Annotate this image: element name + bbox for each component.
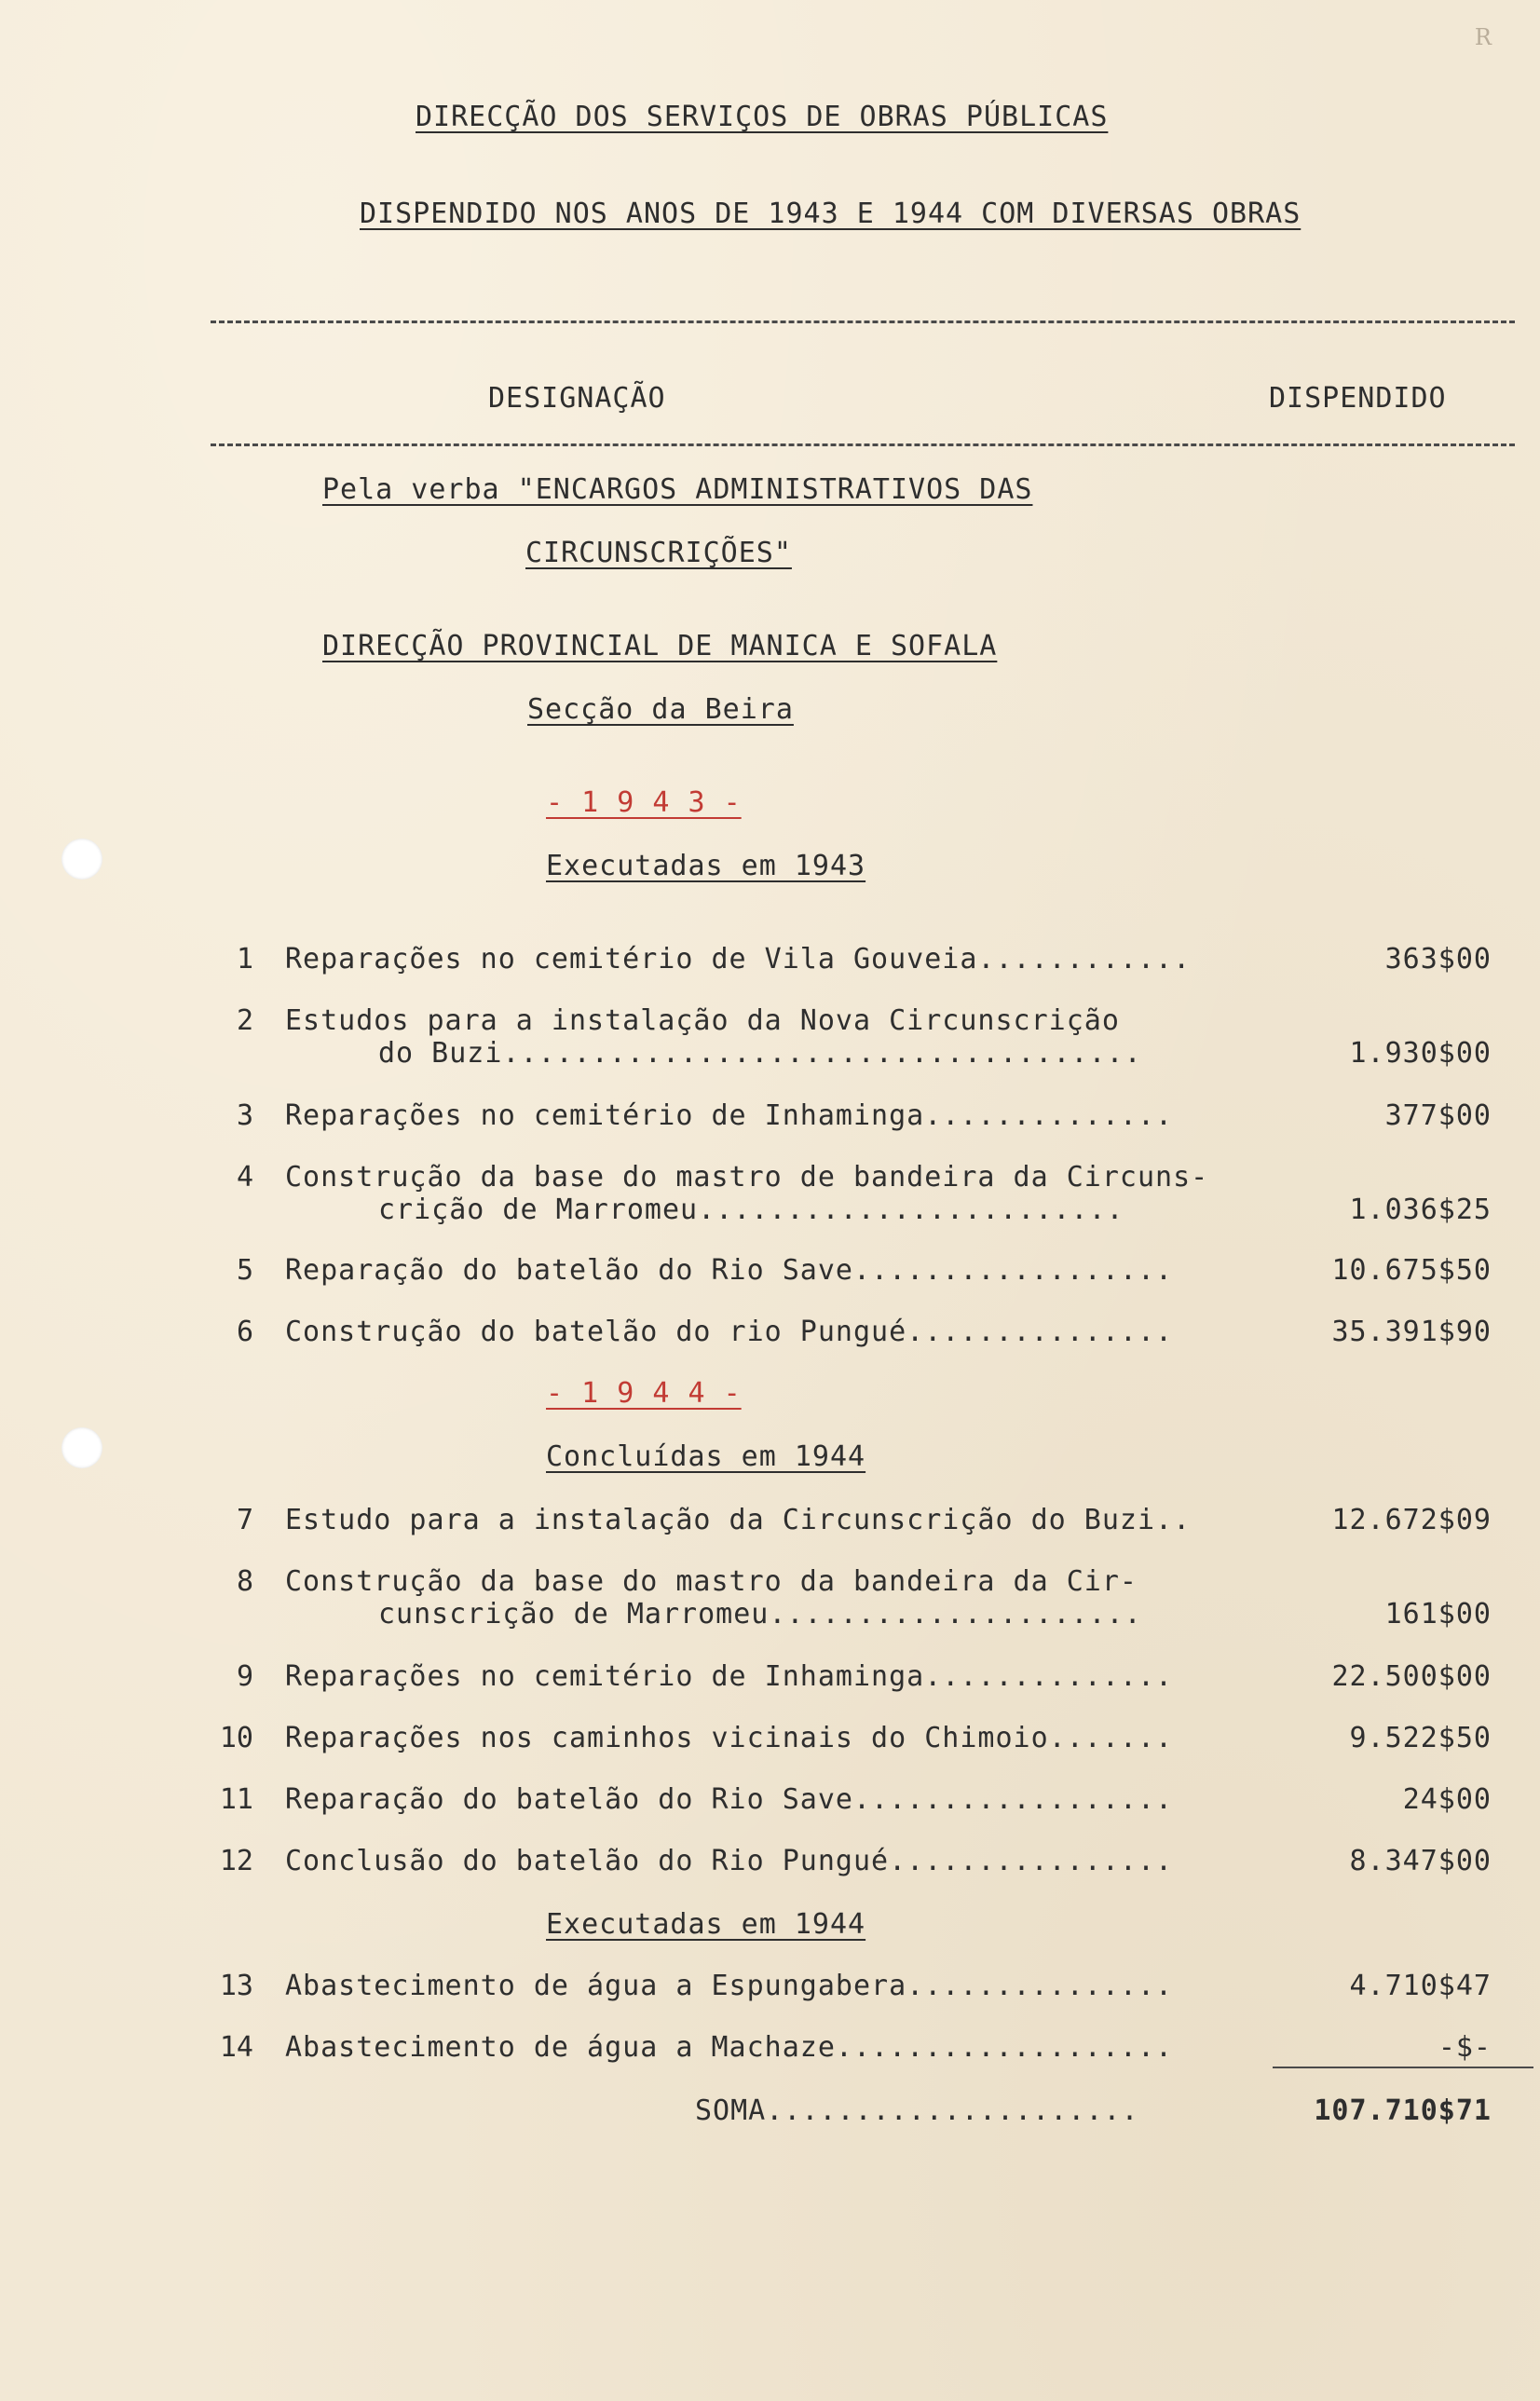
item-description [285,1254,1235,1287]
item-description-line: Construção da base do mastro da bandeira da Cir- [285,1565,1138,1598]
column-designation: DESIGNAÇÃO [488,382,666,415]
year-1944-label: - 1 9 4 4 - [546,1377,742,1410]
item-description [285,1845,1235,1877]
directorate-heading: DIRECÇÃO PROVINCIAL DE MANICA E SOFALA [322,630,998,662]
item-number: 8 [236,1565,253,1598]
item-amount: 1.036$25 [1349,1194,1492,1226]
document-title: DISPENDIDO NOS ANOS DE 1943 E 1944 COM DIVERSAS OBRAS [360,198,1302,230]
item-number: 4 [236,1161,253,1194]
total-rule [1273,2067,1533,2068]
item-number: 7 [236,1504,253,1536]
item-description-line: Construção da base do mastro de bandeira da Circuns- [285,1161,1209,1194]
budget-line-1: Pela verba "ENCARGOS ADMINISTRATIVOS DAS [322,473,1033,506]
item-description-continuation: crição de Marromeu........................ [378,1194,1124,1226]
year-1943-label: - 1 9 4 3 - [546,786,742,819]
item-description [285,1316,1235,1348]
item-amount: 8.347$00 [1349,1845,1492,1877]
header-rule-top [211,321,1515,323]
item-number: 12 [219,1845,253,1877]
item-amount: 4.710$47 [1349,1970,1492,2002]
total-label: SOMA..................... [695,2094,1139,2127]
item-description-line: Reparações no cemitério de Inhaminga.............. [285,1099,1174,1132]
item-description-line: Abastecimento de água a Espungabera............... [285,1970,1174,2002]
item-amount: 377$00 [1384,1099,1492,1132]
item-description [285,1565,1235,1630]
item-number: 14 [219,2031,253,2064]
item-description [285,1004,1235,1070]
section-heading: Secção da Beira [527,693,794,726]
item-description-line: Estudo para a instalação da Circunscrição do Buzi.. [285,1504,1192,1536]
item-amount: 12.672$09 [1331,1504,1492,1536]
corner-mark: R [1474,24,1492,50]
item-description-line: Reparações no cemitério de Vila Gouveia............ [285,943,1192,975]
item-description-line: Reparações nos caminhos vicinais do Chimoio....... [285,1722,1174,1754]
item-number: 10 [219,1722,253,1754]
item-description [285,2031,1235,2064]
item-description-line: Abastecimento de água a Machaze................... [285,2031,1174,2064]
item-number: 2 [236,1004,253,1037]
group-executed-1944: Executadas em 1944 [546,1908,866,1941]
item-amount: 161$00 [1384,1598,1492,1630]
item-amount: -$- [1438,2031,1492,2064]
item-description [285,943,1235,975]
punch-hole-top [61,839,102,880]
item-description-line: Estudos para a instalação da Nova Circunscrição [285,1004,1120,1037]
item-amount: 9.522$50 [1349,1722,1492,1754]
item-description [285,1161,1235,1226]
item-number: 9 [236,1660,253,1693]
item-description [285,1504,1235,1536]
item-description [285,1660,1235,1693]
item-description-line: Reparação do batelão do Rio Save.................. [285,1254,1174,1287]
item-description [285,1970,1235,2002]
group-concluded-1944: Concluídas em 1944 [546,1440,866,1473]
total-amount: 107.710$71 [1314,2094,1492,2127]
item-number: 11 [219,1783,253,1816]
item-description [285,1722,1235,1754]
item-description [285,1099,1235,1132]
group-executed-1943: Executadas em 1943 [546,850,866,882]
item-description-line: Reparações no cemitério de Inhaminga.............. [285,1660,1174,1693]
item-description-line: Construção do batelão do rio Pungué............... [285,1316,1174,1348]
item-amount: 10.675$50 [1331,1254,1492,1287]
item-number: 1 [236,943,253,975]
item-amount: 24$00 [1402,1783,1492,1816]
item-amount: 1.930$00 [1349,1037,1492,1070]
punch-hole-bottom [61,1427,102,1468]
item-description-continuation: do Buzi.................................... [378,1037,1142,1070]
item-amount: 22.500$00 [1331,1660,1492,1693]
item-description-continuation: cunscrição de Marromeu..................... [378,1598,1142,1630]
item-amount: 363$00 [1384,943,1492,975]
item-description-line: Conclusão do batelão do Rio Pungué................ [285,1845,1174,1877]
item-number: 3 [236,1099,253,1132]
column-spent: DISPENDIDO [1269,382,1447,415]
item-description-line: Reparação do batelão do Rio Save.................. [285,1783,1174,1816]
item-number: 6 [236,1316,253,1348]
item-description [285,1783,1235,1816]
item-number: 13 [219,1970,253,2002]
office-heading: DIRECÇÃO DOS SERVIÇOS DE OBRAS PÚBLICAS [416,101,1109,133]
budget-line-2: CIRCUNSCRIÇÕES" [525,537,792,569]
item-amount: 35.391$90 [1331,1316,1492,1348]
item-number: 5 [236,1254,253,1287]
header-rule-bottom [211,443,1515,446]
